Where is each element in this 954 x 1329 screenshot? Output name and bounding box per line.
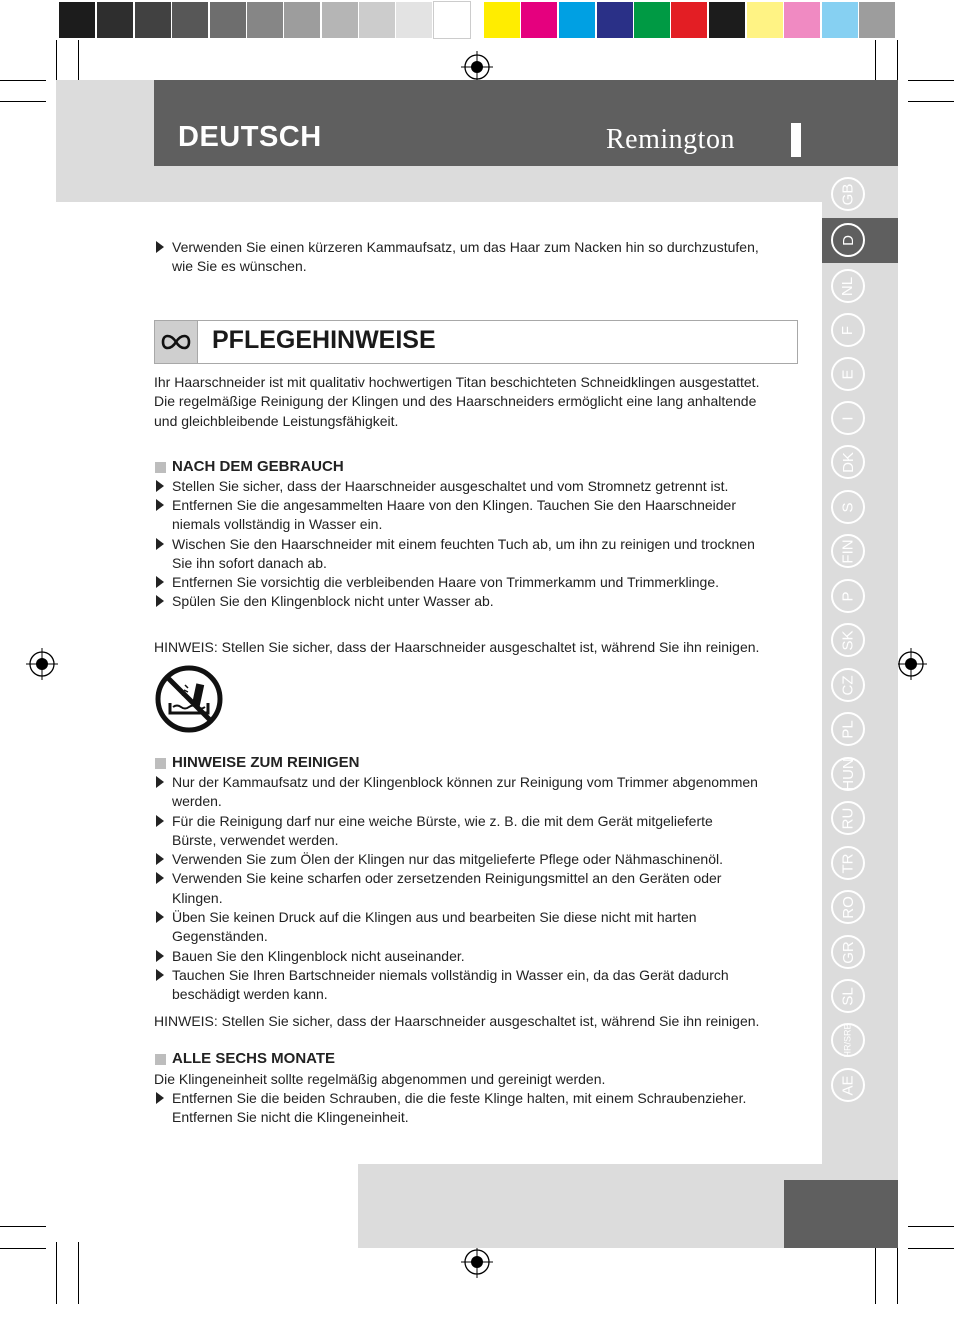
- list-item: werden.: [172, 793, 222, 809]
- section-title: PFLEGEHINWEISE: [212, 326, 436, 354]
- crop-mark: [0, 80, 46, 81]
- subheading-marker: [155, 462, 166, 473]
- bullet-icon: [156, 595, 164, 607]
- bullet-icon: [156, 576, 164, 588]
- language-tab-label: CZ: [839, 675, 857, 695]
- language-tab-hr-srb[interactable]: [831, 1023, 865, 1057]
- language-tab-nl[interactable]: [831, 269, 865, 303]
- language-tab-label: AE: [839, 1074, 857, 1096]
- brand-logo: Remington: [606, 124, 735, 155]
- language-tab-label: PL: [839, 719, 857, 739]
- language-tab-label: I: [839, 415, 857, 421]
- language-tab-hun[interactable]: [831, 757, 865, 791]
- language-tab-gb[interactable]: [831, 177, 865, 211]
- crop-mark: [908, 1226, 954, 1227]
- list-item: Spülen Sie den Klingenblock nicht unter Wasser ab.: [172, 593, 494, 609]
- color-swatch: [747, 2, 783, 38]
- language-tab-d[interactable]: [831, 223, 865, 257]
- list-item: Gegenständen.: [172, 928, 268, 944]
- language-tab-sl[interactable]: [831, 979, 865, 1013]
- bullet-icon: [156, 950, 164, 962]
- color-swatch: [559, 2, 595, 38]
- language-tab-label: DK: [839, 451, 857, 473]
- language-tab-s[interactable]: [831, 490, 865, 524]
- language-tab-i[interactable]: [831, 401, 865, 435]
- language-tab-fin[interactable]: [831, 534, 865, 568]
- bullet-icon: [156, 1092, 164, 1104]
- subheading-cleaning: HINWEISE ZUM REINIGEN: [172, 754, 360, 771]
- list-item: Stellen Sie sicher, dass der Haarschneider ausgeschaltet und vom Stromnetz getrennt ist.: [172, 478, 729, 494]
- footer-block: [784, 1180, 898, 1248]
- color-swatch: [709, 2, 745, 38]
- color-swatch: [172, 2, 208, 38]
- crop-mark: [0, 1226, 46, 1227]
- color-swatch: [484, 2, 520, 38]
- list-item: Verwenden Sie keine scharfen oder zersetzenden Reinigungsmittel an den Geräten oder: [172, 870, 722, 886]
- language-tab-e[interactable]: [831, 357, 865, 391]
- language-tab-pl[interactable]: [831, 712, 865, 746]
- color-swatch: [59, 2, 95, 38]
- language-tab-p[interactable]: [831, 579, 865, 613]
- body-text: Die Klingeneinheit sollte regelmäßig abgenommen und gereinigt werden.: [154, 1071, 606, 1087]
- subheading-six-months: ALLE SECHS MONATE: [172, 1050, 336, 1067]
- registration-mark-icon: [461, 1246, 493, 1278]
- crop-mark: [908, 1248, 954, 1249]
- section-icon-cell: [154, 320, 198, 364]
- brand-logo-bar: [791, 123, 801, 157]
- language-tab-label: RU: [839, 807, 857, 829]
- body-text: Ihr Haarschneider ist mit qualitativ hochwertigen Titan beschichteten Schneidklingen ausgestattet.: [154, 374, 760, 390]
- list-item: Nur der Kammaufsatz und der Klingenblock können zur Reinigung vom Trimmer abgenommen: [172, 774, 758, 790]
- language-tab-label: TR: [839, 853, 857, 873]
- language-tab-ru[interactable]: [831, 801, 865, 835]
- note-text: HINWEIS: Stellen Sie sicher, dass der Haarschneider ausgeschaltet ist, während Sie ihn reinigen.: [154, 639, 760, 655]
- list-item: Für die Reinigung darf nur eine weiche Bürste, wie z. B. die mit dem Gerät mitgelieferte: [172, 813, 713, 829]
- language-tab-label: NL: [839, 276, 857, 296]
- registration-mark-icon: [895, 648, 927, 680]
- bullet-icon: [156, 872, 164, 884]
- language-tab-gr[interactable]: [831, 935, 865, 969]
- body-text: wie Sie es wünschen.: [172, 258, 307, 274]
- language-tab-label: FIN: [839, 538, 857, 564]
- color-swatch: [822, 2, 858, 38]
- bullet-icon: [156, 853, 164, 865]
- language-tab-label: P: [839, 590, 857, 602]
- note-text: HINWEIS: Stellen Sie sicher, dass der Haarschneider ausgeschaltet ist, während Sie ihn reinigen.: [154, 1013, 760, 1029]
- language-tab-label: D: [839, 234, 857, 246]
- language-tab-label: SK: [839, 629, 857, 651]
- language-tab-label: GB: [839, 183, 857, 205]
- color-swatch: [521, 2, 557, 38]
- crop-mark: [875, 1242, 876, 1304]
- list-item: beschädigt werden kann.: [172, 986, 328, 1002]
- bullet-icon: [156, 911, 164, 923]
- list-item: Üben Sie keinen Druck auf die Klingen aus und bearbeiten Sie diese nicht mit harten: [172, 909, 697, 925]
- color-swatch: [359, 2, 395, 38]
- list-item: Wischen Sie den Haarschneider mit einem feuchten Tuch ab, um ihn zu reinigen und trocknen: [172, 536, 755, 552]
- subheading-marker: [155, 1054, 166, 1065]
- language-tab-cz[interactable]: [831, 668, 865, 702]
- language-tab-label: RO: [839, 895, 857, 919]
- registration-mark-icon: [26, 648, 58, 680]
- color-swatch: [859, 2, 895, 38]
- list-item: Entfernen Sie vorsichtig die verbleibenden Haare von Trimmerkamm und Trimmerklinge.: [172, 574, 720, 590]
- crop-mark: [0, 101, 46, 102]
- crop-mark: [56, 1242, 57, 1304]
- bullet-icon: [156, 499, 164, 511]
- language-tab-label: S: [839, 501, 857, 513]
- color-swatch: [284, 2, 320, 38]
- color-swatch: [210, 2, 246, 38]
- list-item: Klingen.: [172, 890, 223, 906]
- bullet-icon: [156, 480, 164, 492]
- color-swatch: [434, 2, 470, 38]
- color-swatch: [247, 2, 283, 38]
- list-item: Entfernen Sie die angesammelten Haare von den Klingen. Tauchen Sie den Haarschneider: [172, 497, 736, 513]
- body-text: und gleichbleibende Leistungsfähigkeit.: [154, 413, 399, 429]
- list-item: Bauen Sie den Klingenblock nicht auseinander.: [172, 948, 465, 964]
- language-tab-ro[interactable]: [831, 890, 865, 924]
- crop-mark: [908, 80, 954, 81]
- list-item: Tauchen Sie Ihren Bartschneider niemals vollständig in Wasser ein, da das Gerät dadurch: [172, 967, 729, 983]
- bullet-icon: [156, 538, 164, 550]
- language-tab-label: F: [839, 325, 857, 335]
- crop-mark: [78, 1242, 79, 1304]
- crop-mark: [0, 1248, 46, 1249]
- subheading-after-use: NACH DEM GEBRAUCH: [172, 458, 344, 475]
- list-item: Bürste, verwendet werden.: [172, 832, 339, 848]
- language-title: DEUTSCH: [178, 121, 322, 153]
- bullet-icon: [156, 241, 164, 253]
- infinity-icon: [155, 321, 197, 363]
- language-tab-sk[interactable]: [831, 623, 865, 657]
- language-tab-label: E: [839, 368, 857, 380]
- color-swatch: [97, 2, 133, 38]
- language-tab-label: HR/SRB: [842, 1022, 853, 1058]
- list-item: Verwenden Sie zum Ölen der Klingen nur das mitgelieferte Pflege oder Nähmaschinenöl.: [172, 851, 723, 867]
- bullet-icon: [156, 815, 164, 827]
- color-swatch: [634, 2, 670, 38]
- language-tab-tr[interactable]: [831, 846, 865, 880]
- language-tab-dk[interactable]: [831, 445, 865, 479]
- color-swatch: [784, 2, 820, 38]
- color-swatch: [135, 2, 171, 38]
- subheading-marker: [155, 758, 166, 769]
- color-swatch: [597, 2, 633, 38]
- list-item: niemals vollständig in Wasser ein.: [172, 516, 383, 532]
- color-swatch: [396, 2, 432, 38]
- color-swatch: [671, 2, 707, 38]
- list-item: Sie ihn sofort danach ab.: [172, 555, 327, 571]
- language-tab-f[interactable]: [831, 313, 865, 347]
- bullet-icon: [156, 776, 164, 788]
- crop-mark: [897, 1242, 898, 1304]
- body-text: Die regelmäßige Reinigung der Klingen und des Haarschneiders ermöglicht eine lang anhaltende: [154, 393, 757, 409]
- bullet-icon: [156, 969, 164, 981]
- registration-mark-icon: [461, 51, 493, 83]
- language-sidebar: [822, 166, 898, 1164]
- crop-mark: [908, 101, 954, 102]
- list-item: Entfernen Sie die beiden Schrauben, die die feste Klinge halten, mit einem Schraubenzieher.: [172, 1090, 747, 1106]
- language-tab-label: GR: [839, 940, 857, 964]
- color-swatch: [322, 2, 358, 38]
- language-tab-label: SL: [839, 986, 857, 1006]
- body-text: Verwenden Sie einen kürzeren Kammaufsatz, um das Haar zum Nacken hin so durchzustufen,: [172, 239, 759, 255]
- language-tab-label: HUN: [839, 757, 857, 791]
- page-frame: [56, 166, 898, 202]
- list-item: Entfernen Sie nicht die Klingeneinheit.: [172, 1109, 409, 1125]
- no-water-immersion-icon: [154, 664, 224, 734]
- language-tab-ae[interactable]: [831, 1068, 865, 1102]
